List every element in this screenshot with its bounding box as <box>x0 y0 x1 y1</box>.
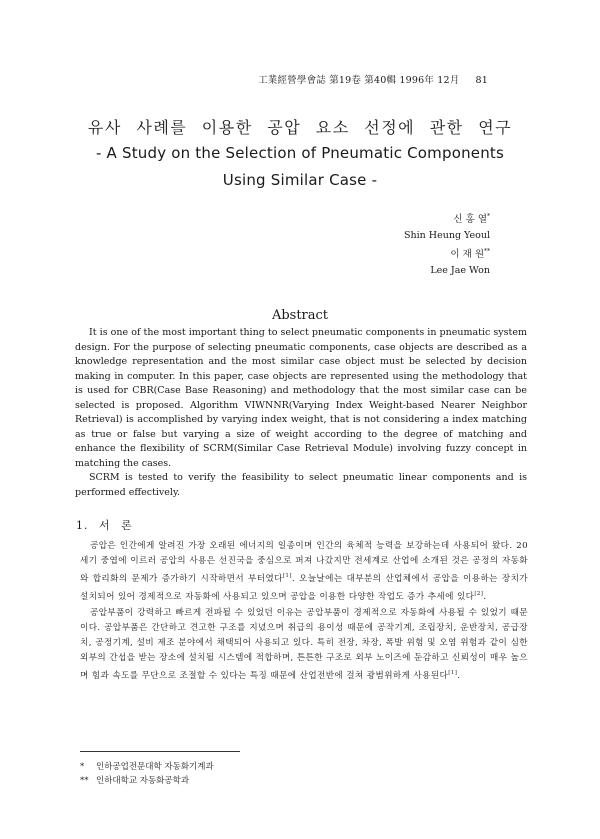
journal-citation: 工業經營學會誌 第19卷 第40輯 1996年 12月 <box>258 75 460 86</box>
intro-paragraph-1: 공압은 인간에게 알려진 가장 오래된 에너지의 일종이며 인간의 육체적 능력을 보강하는데 사용되어 왔다. 20세기 중엽에 이르러 공압의 사용은 선진국을 중심으로 퍼져 나갔지만 전세계로 산업에 소개된 것은 공정의 자동화와 합리화의 문제가 증가하기 시작하면서 부터였다[1]. 오늘날에는 대부분의 산업체에서 공압을 이용하는 장치가 설치되어 있어 경제적으로 자동화에 사용되고 있으며 공압을 이용한 다양한 작업도 증가 추세에 있다[2]. <box>80 541 528 603</box>
introduction-body <box>80 539 528 684</box>
footnote-1: * 인하공업전문대학 자동화기계과 <box>80 762 214 772</box>
intro-paragraph-2: 공압부품이 강력하고 빠르게 전파될 수 있었던 이유는 공압부품이 경제적으로 자동화에 사용될 수 있었기 때문이다. 공압부품은 간단하고 견고한 구조를 지녔으며 취급의 용이성 때문에 공작기계, 조립장치, 운반장치, 공급장치, 공정기계, 설비 제조 분야에서 채택되어 사용되고 있다. 특히 전장, 차장, 폭발 위험 및 오염 위험과 같이 심한 외부의 간섭을 받는 장소에 설치될 시스템에 적합하며, 튼튼한 구조로 외부 노이즈에 둔감하고 신뢰성이 매우 높으며 힘과 속도를 무단으로 조절할 수 있다는 특징 때문에 산업전반에 걸쳐 광범위하게 사용된다[1]. <box>80 607 528 682</box>
author-block <box>404 209 490 279</box>
abstract-paragraph-2: SCRM is tested to verify the feasibility to select pneumatic linear components and is performed effectively. <box>75 472 527 498</box>
title-english-line1: - A Study on the Selection of Pneumatic Components <box>95 144 505 162</box>
abstract-paragraph-1: It is one of the most important thing to select pneumatic components in pneumatic system design. For the purpose of selecting pneumatic components, case objects are described as a knowledge representation and the most similar case object must be selected by decision making in computer. In this paper, case objects are represented using the methodology that is used for CBR(Case Base Reasoning) and methodology that the most similar case can be selected is proposed. Algorithm VIWNNR(Varying Index Weight-based Nearer Neighbor Retrieval) is accomplished by varying index weight, that is not considering a index matching as true or false but varying a size of weight according to the degree of matching and enhance the flexibility of SCRM(Similar Case Retrieval Module) involving fuzzy concept in matching the cases. <box>75 327 527 469</box>
section-heading: 1. 서 론 <box>76 519 133 532</box>
title-english-line2: Using Similar Case - <box>222 171 378 189</box>
footnotes <box>80 760 214 788</box>
running-header <box>258 72 488 86</box>
author-1-english: Shin Heung Yeoul <box>404 230 490 242</box>
author-2-korean: 이 재 원** <box>450 248 490 261</box>
footnote-divider <box>80 751 240 752</box>
footnote-2: ** 인하대학교 자동화공학과 <box>80 776 190 786</box>
abstract-body <box>75 326 527 500</box>
author-2-english: Lee Jae Won <box>430 265 490 277</box>
title-korean: 유사 사례를 이용한 공압 요소 선정에 관한 연구 <box>87 118 513 137</box>
author-1-korean: 신 홍 열* <box>453 213 490 226</box>
abstract-heading: Abstract <box>271 308 329 323</box>
citation-ref: [1] <box>282 573 292 580</box>
page-number: 81 <box>475 75 488 86</box>
title-block <box>60 118 540 192</box>
citation-ref: [2] <box>474 591 484 598</box>
citation-ref: [1] <box>448 670 458 677</box>
